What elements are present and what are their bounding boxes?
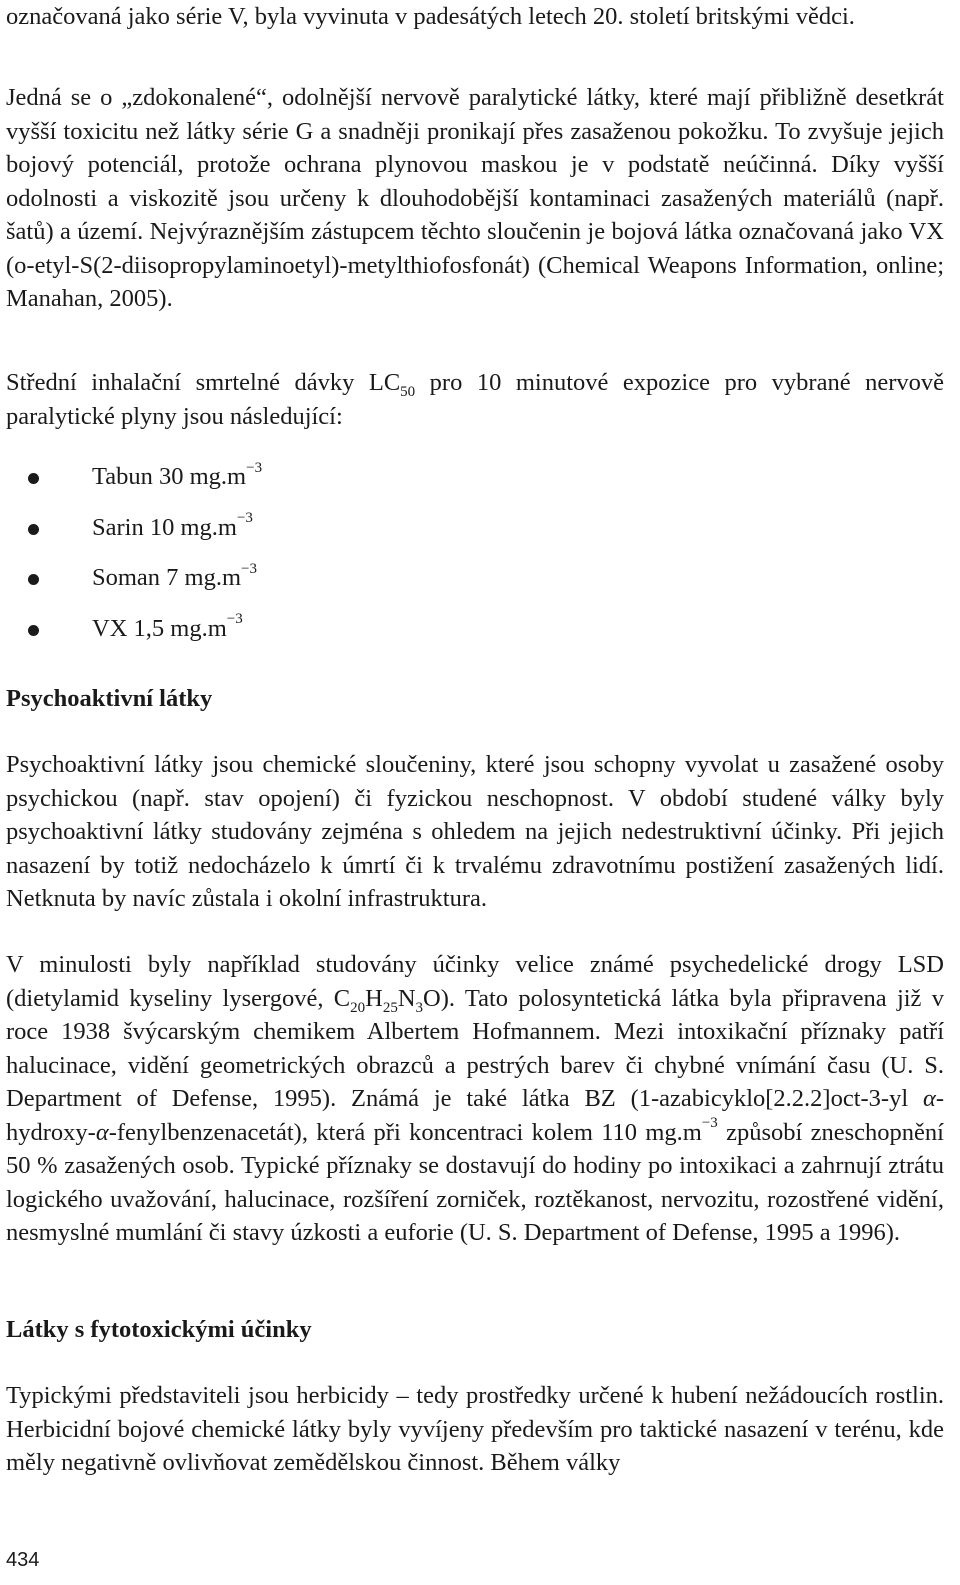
dose-text: Sarin 10 mg.m [92, 513, 237, 541]
paragraph-psychoactive: Psychoaktivní látky jsou chemické sloučeniny, které jsou schopny vyvolat u zasažené osoby psychickou (např. stav opojení) či fyzickou neschopnost. V období studené války byly psychoaktivní látky studovány zejména s ohledem na jejich nedestruktivní účinky. Při jejich nasazení by totiž nedocházelo k úmrtí či k trvalému zdravotnímu postižení zasažených lidí. Netknuta by navíc zůstala i okolní infrastruktura. [6, 751, 944, 912]
text-run: H [365, 984, 383, 1012]
list-item [6, 612, 262, 663]
list-item [6, 561, 262, 612]
bullet-icon [28, 625, 39, 636]
list-item [6, 460, 262, 511]
lc50-text-before: Střední inhalační smrtelné dávky LC [6, 369, 401, 396]
bullet-icon [28, 524, 39, 535]
text-run: V minulosti byly například studovány účinky velice známé psychedelické drogy LSD (dietylamid kyseliny lysergové, C [6, 951, 944, 1012]
subscript: 25 [382, 999, 398, 1016]
bullet-icon [28, 473, 39, 484]
dose-exponent: −3 [246, 459, 263, 476]
section-heading-phytotoxic: Látky s fytotoxickými účinky [6, 1316, 312, 1343]
dose-text: Soman 7 mg.m [92, 564, 242, 591]
alpha-symbol: α [922, 1085, 936, 1112]
text-run: -hydroxy- [6, 1085, 944, 1146]
page-number: 434 [6, 1549, 40, 1571]
exponent: −3 [701, 1115, 718, 1132]
alpha-symbol: α [95, 1118, 109, 1146]
paragraph-v-series: Jedná se o „zdokonalené“, odolnější nervově paralytické látky, které mají přibližně desetkrát vyšší toxicitu než látky série G a snadněji pronikají přes zasaženou pokožku. To zvyšuje jejich bojový potenciál, protože ochrana plynovou maskou je v podstatě neúčinná. Díky vyšší odolnosti a viskozitě jsou určeny k dlouhodobější kontaminaci zasažených materiálů (např. šatů) a území. Nejvýraznějším zástupcem těchto sloučenin je bojová látka označovaná jako VX (o-etyl-S(2-diisopropylaminoetyl)-metylthiofosfonát) (Chemical Weapons Information, online; Manahan, 2005). [6, 84, 944, 312]
paragraph-lc50-intro [6, 366, 944, 433]
dose-exponent: −3 [241, 560, 258, 577]
paragraph-lsd-bz [6, 948, 944, 1250]
paragraph-herbicides: Typickými představiteli jsou herbicidy – tedy prostředky určené k hubení nežádoucích rostlin. Herbicidní bojové chemické látky byly vyvíjeny především pro taktické nasazení v terénu, kde měly negativně ovlivňovat zemědělskou činnost. Během války [6, 1382, 944, 1476]
paragraph-continuation: označovaná jako série V, byla vyvinuta v padesátých letech 20. století britskými vědci. [6, 3, 855, 30]
dose-exponent: −3 [226, 611, 243, 628]
section-heading-psychoactive: Psychoaktivní látky [6, 685, 213, 712]
text-run: O). Tato polosyntetická látka byla připravena již v roce 1938 švýcarským chemikem Albertem Hofmannem. Mezi intoxikační příznaky patří halucinace, vidění geometrických obrazců a pestrých barev či chybné vnímání času (U. S. Department of Defense, 1995). Známá je také látka BZ (1-azabicyklo[2.2.2]oct-3-yl [6, 984, 944, 1112]
dose-exponent: −3 [236, 510, 253, 527]
subscript: 20 [350, 999, 366, 1016]
dose-list [6, 460, 262, 662]
dose-text: Tabun 30 mg.m [92, 463, 247, 490]
subscript: 3 [415, 999, 424, 1016]
text-run: způsobí zneschopnění 50 % zasažených osob. Typické příznaky se dostavují do hodiny po intoxikaci a zahrnují ztrátu logického uvažování, halucinace, rozšíření zorniček, roztěkanost, nervozitu, rozostřené vidění, nesmyslné mumlání či stavy úzkosti a euforie (U. S. Department of Defense, 1995 a 1996). [6, 1118, 944, 1246]
bullet-icon [28, 574, 39, 585]
dose-text: VX 1,5 mg.m [92, 614, 227, 642]
lc50-text-after: pro 10 minutové expozice pro vybrané nervově paralytické plyny jsou následující: [6, 369, 945, 430]
list-item [6, 511, 262, 562]
lc50-subscript: 50 [400, 383, 416, 400]
text-run: N [397, 984, 416, 1012]
text-run: -fenylbenzenacetát), která při koncentraci kolem 110 mg.m [108, 1118, 702, 1146]
